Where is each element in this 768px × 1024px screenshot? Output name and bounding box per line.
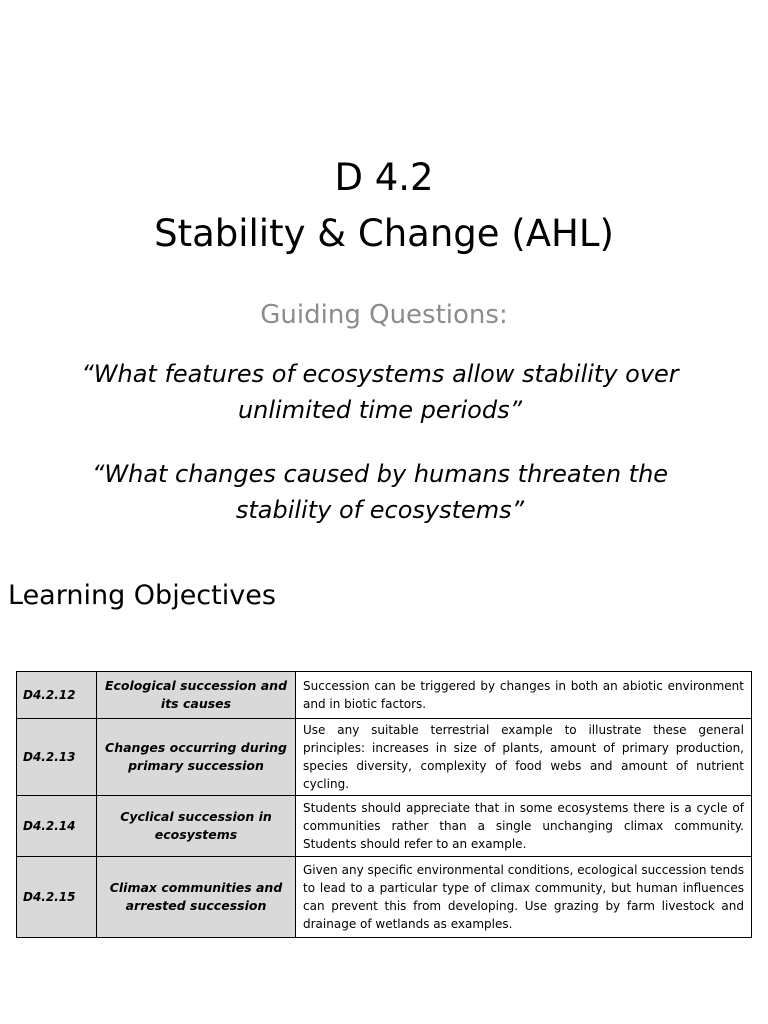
objective-code: D4.2.14 <box>17 796 97 857</box>
objective-description: Succession can be triggered by changes in both an abiotic environment and in biotic factors. <box>296 672 752 719</box>
objective-topic: Changes occurring during primary succession <box>97 719 296 796</box>
objective-topic: Ecological succession and its causes <box>97 672 296 719</box>
guiding-question-1: “What features of ecosystems allow stability over unlimited time periods” <box>81 360 679 424</box>
table-row <box>17 796 752 857</box>
objective-description: Use any suitable terrestrial example to illustrate these general principles: increases in size of plants, amount of primary production, species diversity, complexity of food webs and amount of nutrient cycling. <box>296 719 752 796</box>
learning-objectives-table <box>16 671 752 938</box>
objective-description: Students should appreciate that in some ecosystems there is a cycle of communities rather than a single unchanging climax community. Students should refer to an example. <box>296 796 752 857</box>
objective-code: D4.2.13 <box>17 719 97 796</box>
objective-code: D4.2.12 <box>17 672 97 719</box>
table-row <box>17 857 752 938</box>
objective-topic: Climax communities and arrested succession <box>97 857 296 938</box>
learning-objectives-heading: Learning Objectives <box>8 580 276 611</box>
objective-topic: Cyclical succession in ecosystems <box>97 796 296 857</box>
slide-code-title: D 4.2 <box>334 156 434 199</box>
objective-code: D4.2.15 <box>17 857 97 938</box>
guiding-questions-label: Guiding Questions: <box>260 300 508 330</box>
table-row <box>17 719 752 796</box>
slide-title: Stability & Change (AHL) <box>154 212 614 255</box>
guiding-question-2: “What changes caused by humans threaten the stability of ecosystems” <box>91 460 669 524</box>
objective-description: Given any specific environmental conditions, ecological succession tends to lead to a particular type of climax community, but human influences can prevent this from developing. Use grazing by farm livestock and drainage of wetlands as examples. <box>296 857 752 938</box>
table-row <box>17 672 752 719</box>
